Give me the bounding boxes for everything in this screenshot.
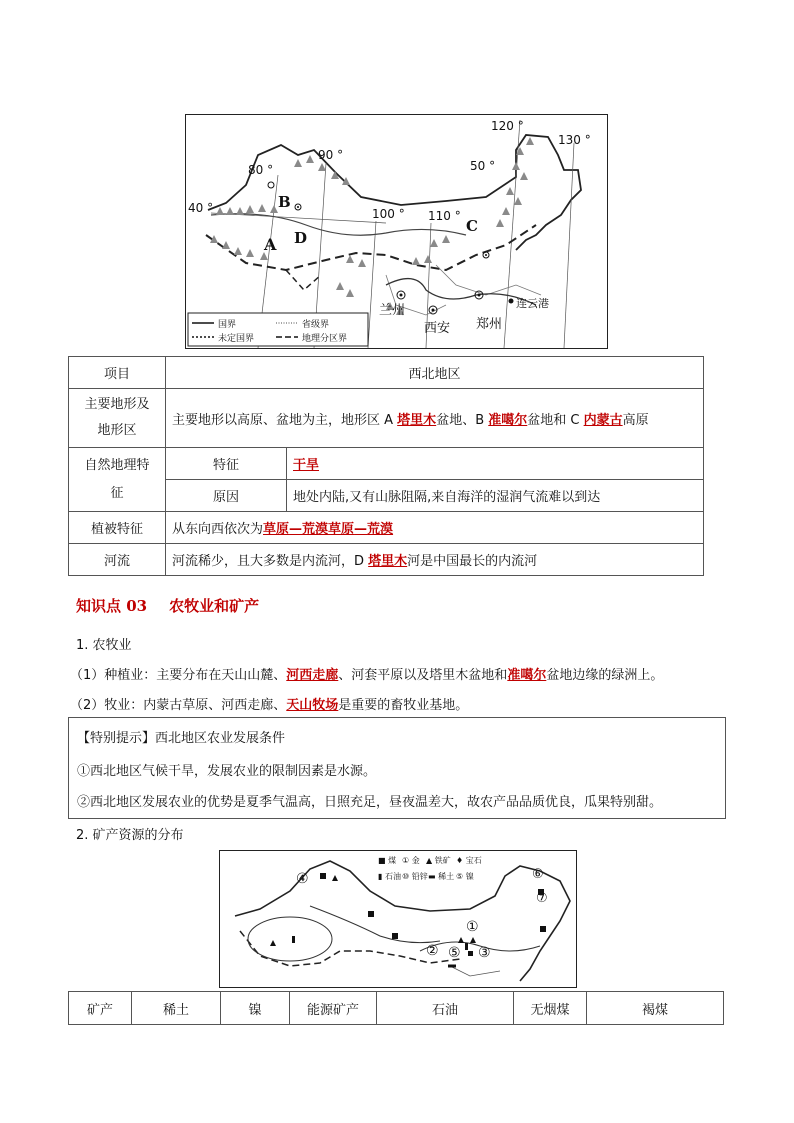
map2-num-7: ⑦ <box>536 891 548 906</box>
natural-label-line2: 征 <box>110 485 124 501</box>
lon-label-130: 130 ° <box>558 133 591 147</box>
landform-text-4: 高原 <box>622 412 649 428</box>
vegetation-text: 从东向西依次为 <box>172 522 264 537</box>
region-letter-b: B <box>278 193 291 211</box>
answer-junggar: 准噶尔 <box>488 412 528 428</box>
legend-undetermined: 未定国界 <box>218 334 255 344</box>
region-letter-d: D <box>294 229 308 247</box>
minerals-col-nickel: 镍 <box>221 992 290 1025</box>
answer-junggar-2: 准噶尔 <box>507 668 547 683</box>
agri-l1-c: 、河套平原以及塔里木盆地和 <box>338 668 508 683</box>
minerals-heading: 2. 矿产资源的分布 <box>76 828 184 843</box>
lon-label-90: 90 ° <box>318 148 344 162</box>
agri-l2-c: 是重要的畜牧业基地。 <box>338 698 469 713</box>
answer-desert-grassland: 荒漠草原 <box>302 522 355 537</box>
city-zhengzhou: 郑州 <box>476 317 503 332</box>
legend-provincial: 省级界 <box>302 320 330 330</box>
tip-line-2: ②西北地区发展农业的优势是夏季气温高，日照充足，昼夜温差大，故农产品品质优良，瓜果特别甜。 <box>77 795 663 810</box>
city-xian: 西安 <box>424 321 451 336</box>
legend-lead-zinc: ⑩ 铅锌 <box>402 872 428 881</box>
landform-label-line2: 地形区 <box>97 423 137 438</box>
city-lianyungang: 连云港 <box>516 297 549 310</box>
answer-tarim-river: 塔里木 <box>368 554 408 569</box>
agri-l1-a: （1）种植业：主要分布在天山山麓、 <box>70 668 287 683</box>
tip-bracket: 【特别提示】 <box>77 731 156 746</box>
landform-text-1: 主要地形以高原、盆地为主，地形区 A <box>172 412 398 428</box>
answer-grassland: 草原 <box>263 522 290 537</box>
lon-label-120: 120 ° <box>491 119 524 133</box>
landform-value <box>166 389 704 448</box>
river-text-2: 河是中国最长的内流河 <box>407 554 538 569</box>
legend-rare-earth: ▬ 稀土 <box>428 872 455 881</box>
region-letter-a: A <box>264 235 277 254</box>
legend-geo-boundary: 地理分区界 <box>302 334 348 344</box>
tip-title-text: 西北地区农业发展条件 <box>155 731 286 746</box>
minerals-col-rare-earth: 稀土 <box>132 992 221 1025</box>
legend-oil: ▮ 石油 <box>378 872 401 881</box>
agri-l2-a: （2）牧业：内蒙古草原、河西走廊、 <box>70 698 287 713</box>
vegetation-value <box>166 512 704 544</box>
northwest-region-table <box>68 356 704 576</box>
minerals-table <box>68 991 724 1025</box>
natural-label-line1: 自然地理特 <box>84 457 150 473</box>
answer-desert: 荒漠 <box>367 522 394 537</box>
header-item: 项目 <box>69 357 166 389</box>
vegetation-label: 植被特征 <box>69 512 166 544</box>
map2-num-4: ④ <box>296 871 309 887</box>
minerals-col-anthracite: 无烟煤 <box>514 992 587 1025</box>
lat-label-50: 50 ° <box>470 159 496 173</box>
legend-iron: ▲ 铁矿 <box>426 856 451 865</box>
feature-value <box>287 448 704 480</box>
vegetation-sep-1: — <box>289 522 303 537</box>
agri-l1-e: 盆地边缘的绿洲上。 <box>546 668 664 683</box>
section-number: 知识点 03 <box>76 597 148 615</box>
minerals-col-label: 矿产 <box>69 992 132 1025</box>
minerals-map <box>219 850 577 988</box>
legend-coal: ■ 煤 <box>378 856 397 865</box>
region-letter-c: C <box>466 217 478 235</box>
answer-tarim: 塔里木 <box>397 412 437 428</box>
minerals-col-oil: 石油 <box>377 992 514 1025</box>
feature-label: 特征 <box>166 448 287 480</box>
river-text-1: 河流稀少，且大多数是内流河，D <box>172 554 369 569</box>
agri-planting <box>70 664 663 683</box>
cause-label: 原因 <box>166 480 287 512</box>
header-region: 西北地区 <box>166 357 704 389</box>
lon-label-100: 100 ° <box>372 207 405 221</box>
river-value <box>166 544 704 576</box>
legend-gem: ♦ 宝石 <box>456 856 482 865</box>
map2-num-3: ③ <box>478 945 491 961</box>
landform-label-line1: 主要地形及 <box>84 397 150 412</box>
legend-national: 国界 <box>218 320 237 330</box>
city-lanzhou: 兰州 <box>379 303 406 318</box>
vegetation-sep-2: — <box>354 522 368 537</box>
answer-tianshan-pasture: 天山牧场 <box>286 698 339 713</box>
lon-label-80: 80 ° <box>248 163 274 177</box>
landform-label <box>69 389 166 448</box>
cause-value: 地处内陆,又有山脉阻隔,来自海洋的湿润气流难以到达 <box>287 480 704 512</box>
legend-gold: ① 金 <box>402 856 420 865</box>
tip-line-1: ①西北地区气候干旱，发展农业的限制因素是水源。 <box>77 764 377 779</box>
lon-label-40: 40 ° <box>188 201 214 215</box>
landform-text-2: 盆地、B <box>436 412 489 428</box>
map2-num-6: ⑥ <box>532 867 544 882</box>
section-heading <box>76 595 259 616</box>
landform-text-3: 盆地和 C <box>527 412 584 428</box>
section-title: 农牧业和矿产 <box>169 597 260 615</box>
map2-num-5: ⑤ <box>448 945 461 961</box>
northwest-region-map <box>185 114 608 349</box>
agri-heading: 1. 农牧业 <box>76 638 132 653</box>
special-tip-box <box>68 717 726 819</box>
map2-num-2: ② <box>426 943 439 959</box>
answer-hexi-corridor: 河西走廊 <box>286 668 339 683</box>
answer-inner-mongolia: 内蒙古 <box>583 412 623 428</box>
lon-label-110: 110 ° <box>428 209 461 223</box>
agri-livestock <box>70 694 468 713</box>
river-label: 河流 <box>69 544 166 576</box>
minerals-col-energy: 能源矿产 <box>290 992 377 1025</box>
natural-label <box>69 448 166 512</box>
answer-arid: 干旱 <box>293 458 320 473</box>
map2-num-1: ① <box>466 919 479 935</box>
tip-title <box>77 727 285 746</box>
legend-nickel: ⑤ 镍 <box>456 872 474 881</box>
minerals-col-lignite: 褐煤 <box>587 992 724 1025</box>
